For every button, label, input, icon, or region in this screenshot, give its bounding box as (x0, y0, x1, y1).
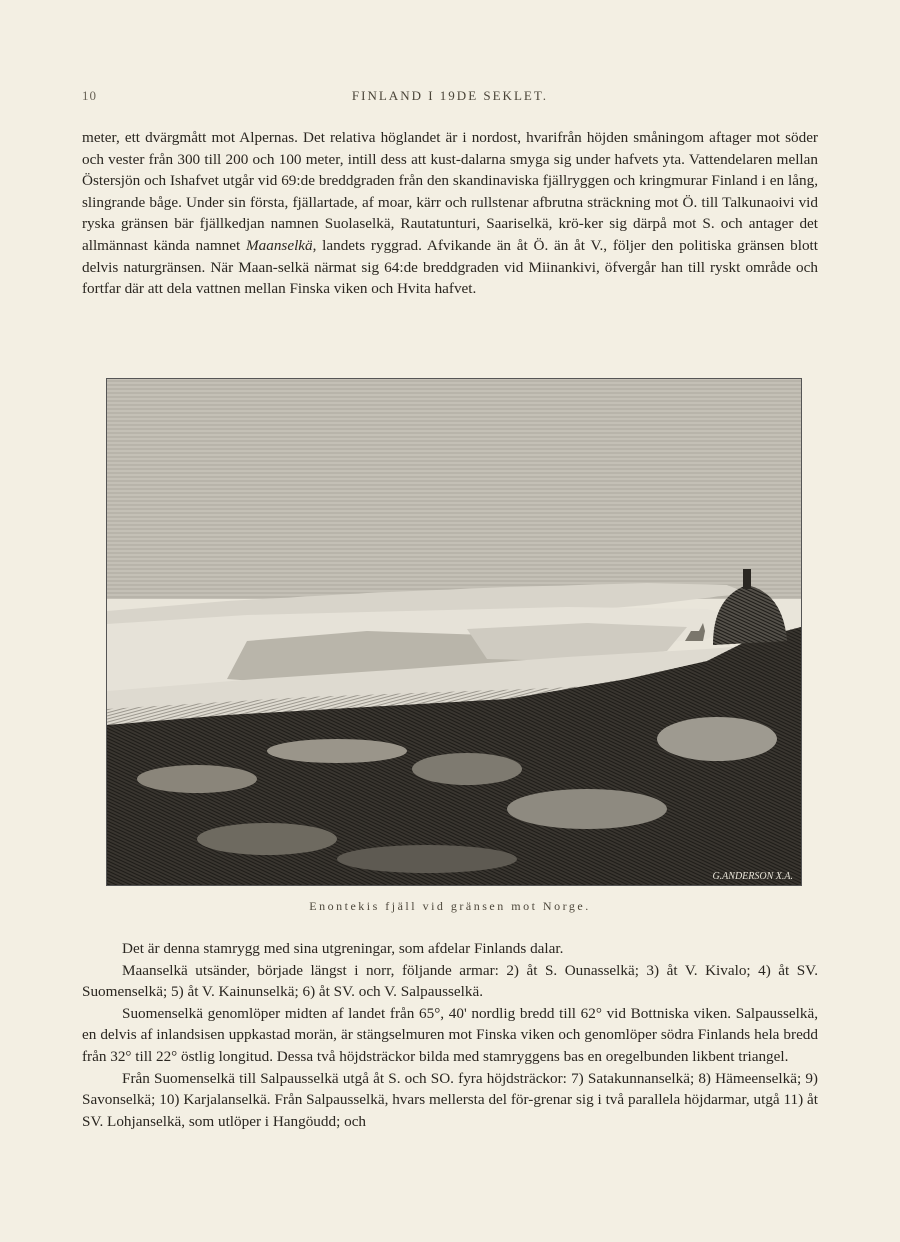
fell-landscape-engraving (107, 379, 801, 885)
paragraph-4: Från Suomenselkä till Salpausselkä utgå åt S. och SO. fyra höjdsträckor: 7) Satakunnanselkä; 8) Hämeenselkä; 9) Savonselkä; 10) Karjalanselkä. Från Salpausselkä, hvars mellersta del för-grenar sig i två parallela höjdarmar, utgå 11) åt SV. Lohjanselkä, som utlöper i Hangöudd; och (82, 1069, 818, 1130)
page-number: 10 (82, 88, 97, 103)
paragraph-1: Det är denna stamrygg med sina utgreningar, som afdelar Finlands dalar. (122, 940, 564, 957)
engraver-signature: G.ANDERSON X.A. (712, 871, 793, 882)
maanselka-italic: Maanselkä (245, 236, 313, 254)
figure-caption: Enontekis fjäll vid gränsen mot Norge. (309, 899, 591, 913)
engraving-illustration (106, 378, 802, 886)
paragraph-top (82, 127, 818, 300)
paragraph-3: Suomenselkä genomlöper midten af landet från 65°, 40' nordlig bredd till 62° vid Bottniska viken. Salpausselkä, en delvis af inlandsisen uppkastad morän, är stängselmuren mot Finska viken och genomlöper södra Finlands hela bredd från 32° till 22° östlig longitud. Dessa två höjdsträckor bilda med stamryggens bas en oregelbunden likbent triangel. (82, 1004, 818, 1065)
paragraphs-bottom (82, 938, 818, 1132)
paragraph-top-part1: meter, ett dvärgmått mot Alpernas. Det relativa höglandet är i nordost, hvarifrån höjden småningom aftager mot söder och vester från 300 till 200 och 100 meter, intill dess att kust-dalarna smyga sig under hafvets yta. Vattendelaren mellan Östersjön och Ishafvet utgår vid 69:de breddgraden från den skandinaviska fjällryggen och kringmurar Finland i en lång, slingrande båge. Under sin första, fjällartade, af moar, kärr och rullstenar afbrutna sträckning mot Ö. till Talkunaoivi vid ryska gränsen bär fjällkedjan namnen Suolaselkä, Rautatunturi, Saariselkä, krö-ker sig därpå mot S. och antager det allmännast kända namnet (82, 129, 818, 254)
paragraph-2: Maanselkä utsänder, började längst i norr, följande armar: 2) åt S. Ounasselkä; 3) åt V. Kivalo; 4) åt SV. Suomenselkä; 5) åt V. Kainunselkä; 6) åt SV. och V. Salpausselkä. (82, 961, 818, 1001)
running-head: FINLAND I 19DE SEKLET. (351, 88, 549, 103)
page-header (0, 88, 900, 108)
paragraph-top-part2: , landets ryggrad. Afvikande än åt Ö. än åt V., följer den politiska gränsen blott delvis naturgränsen. När Maan-selkä närmat sig 64:de breddgraden vid Miinankivi, öfvergår han till ryskt område och fortfar där att dela vattnen mellan Finska viken och Hvita hafvet. (82, 236, 818, 298)
